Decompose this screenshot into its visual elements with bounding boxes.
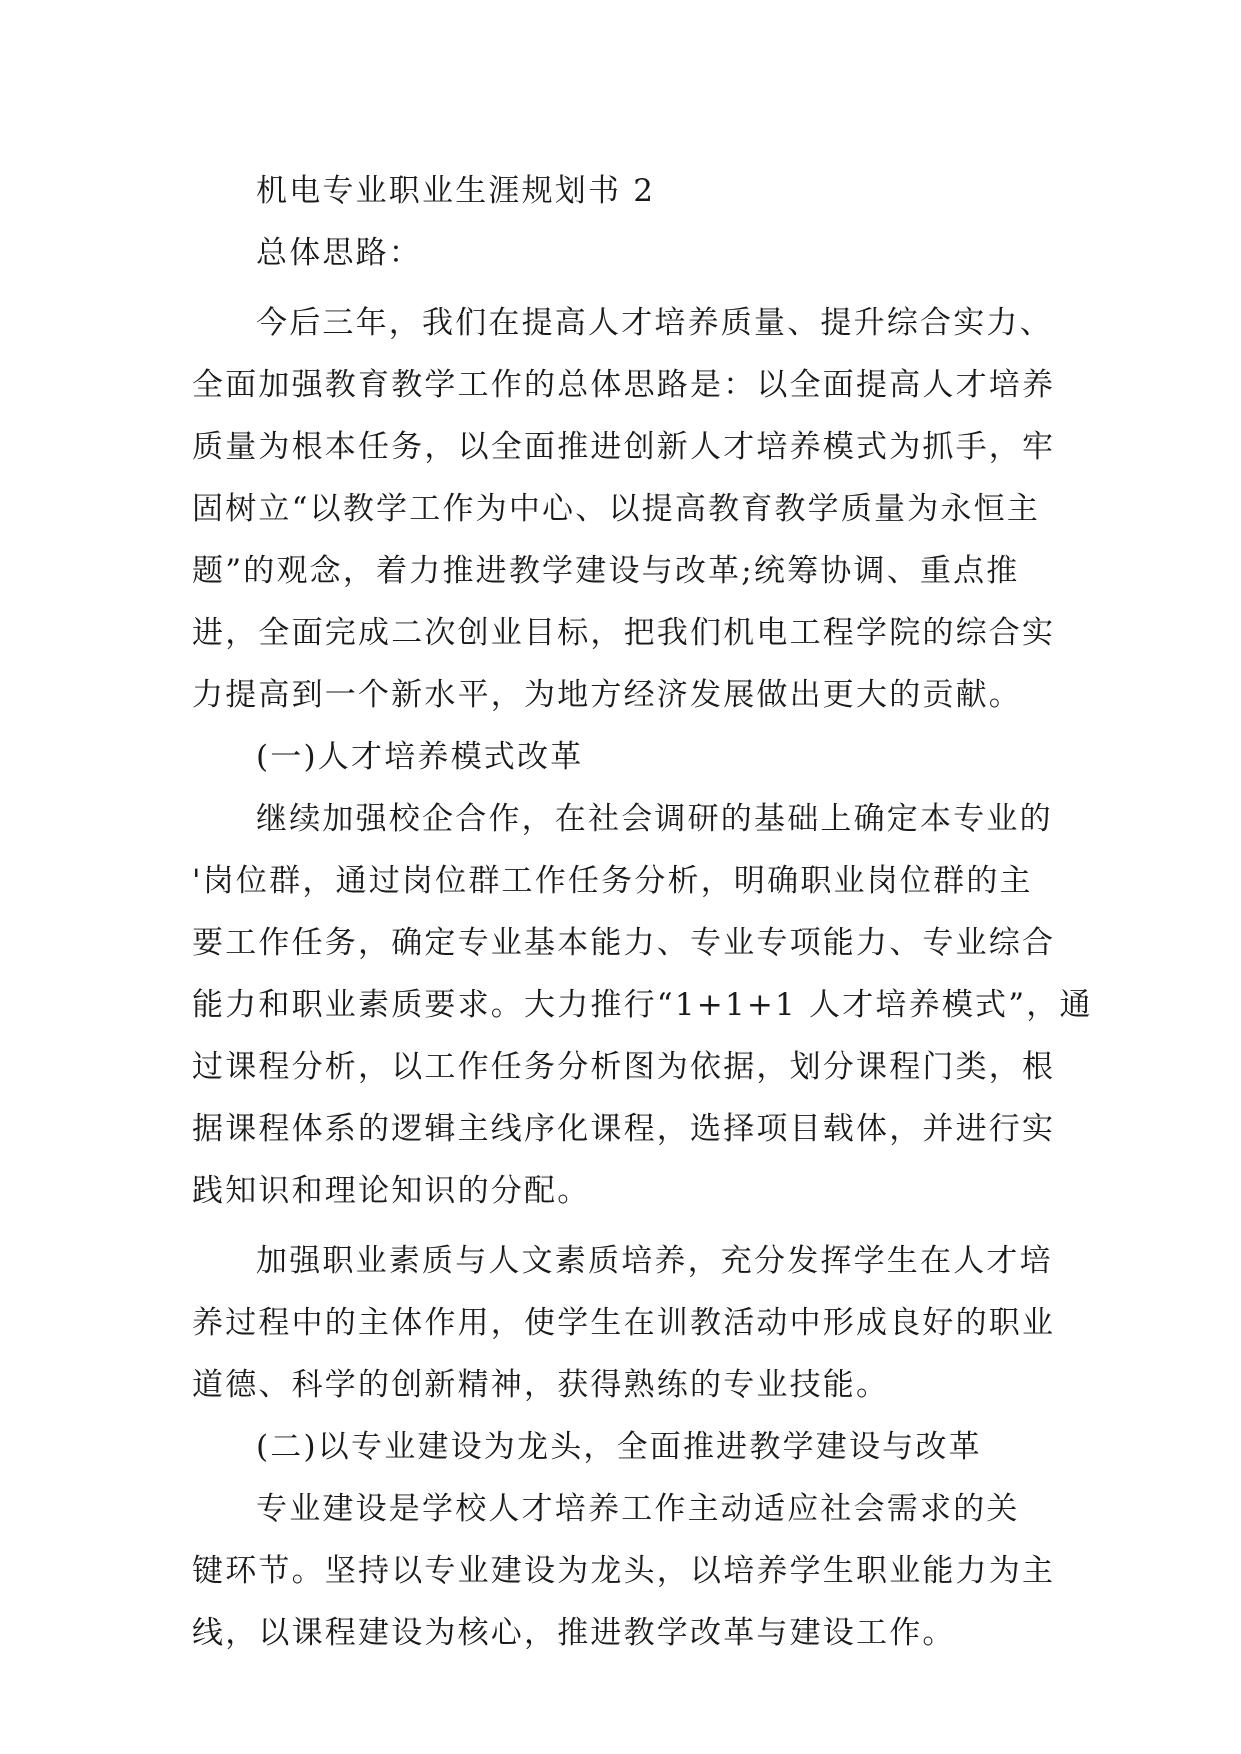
paragraph-line: 线，以课程建设为核心，推进教学改革与建设工作。 — [192, 1615, 956, 1651]
paragraph-line: 过课程分析，以工作任务分析图为依据，划分课程门类，根 — [192, 1049, 1056, 1085]
paragraph-line: 据课程体系的逻辑主线序化课程，选择项目载体，并进行实 — [192, 1111, 1056, 1147]
paragraph-line: 道德、科学的创新精神，获得熟练的专业技能。 — [192, 1367, 890, 1403]
section-heading-1: (一)人才培养模式改革 — [256, 739, 584, 775]
paragraph-line: 要工作任务，确定专业基本能力、专业专项能力、专业综合 — [192, 925, 1056, 961]
paragraph-overall-approach — [192, 292, 1056, 726]
paragraph-line: 进，全面完成二次创业目标，把我们机电工程学院的综合实 — [192, 615, 1056, 651]
paragraph-line: 全面加强教育教学工作的总体思路是：以全面提高人才培养 — [192, 367, 1056, 403]
paragraph-line: 题”的观念，着力推进教学建设与改革;统筹协调、重点推 — [192, 553, 1020, 589]
paragraph-line: 践知识和理论知识的分配。 — [192, 1173, 591, 1209]
paragraph-talent-model — [192, 788, 1093, 1222]
paragraph-line: 能力和职业素质要求。大力推行“1+1+1 人才培养模式”，通 — [192, 987, 1093, 1023]
paragraph-quality-training — [192, 1230, 1056, 1416]
paragraph-line: 键环节。坚持以专业建设为龙头，以培养学生职业能力为主 — [192, 1553, 1056, 1589]
paragraph-specialty-construction — [192, 1478, 1056, 1664]
section-heading-2: (二)以专业建设为龙头，全面推进教学建设与改革 — [256, 1429, 982, 1465]
paragraph-line: 专业建设是学校人才培养工作主动适应社会需求的关 — [256, 1491, 1020, 1527]
paragraph-line: 加强职业素质与人文素质培养，充分发挥学生在人才培 — [256, 1243, 1053, 1279]
paragraph-line: 质量为根本任务，以全面推进创新人才培养模式为抓手，牢 — [192, 429, 1056, 465]
paragraph-line: 养过程中的主体作用，使学生在训教活动中形成良好的职业 — [192, 1305, 1056, 1341]
paragraph-line: 今后三年，我们在提高人才培养质量、提升综合实力、 — [256, 305, 1053, 341]
paragraph-line: '岗位群，通过岗位群工作任务分析，明确职业岗位群的主 — [192, 863, 1033, 899]
heading-overall: 总体思路： — [256, 235, 422, 271]
paragraph-line: 固树立“以教学工作为中心、以提高教育教学质量为永恒主 — [192, 491, 1041, 527]
paragraph-line: 力提高到一个新水平，为地方经济发展做出更大的贡献。 — [192, 677, 1022, 713]
paragraph-line: 继续加强校企合作，在社会调研的基础上确定本专业的 — [256, 801, 1053, 837]
document-title: 机电专业职业生涯规划书 2 — [256, 173, 656, 209]
document-body — [192, 160, 1093, 1664]
